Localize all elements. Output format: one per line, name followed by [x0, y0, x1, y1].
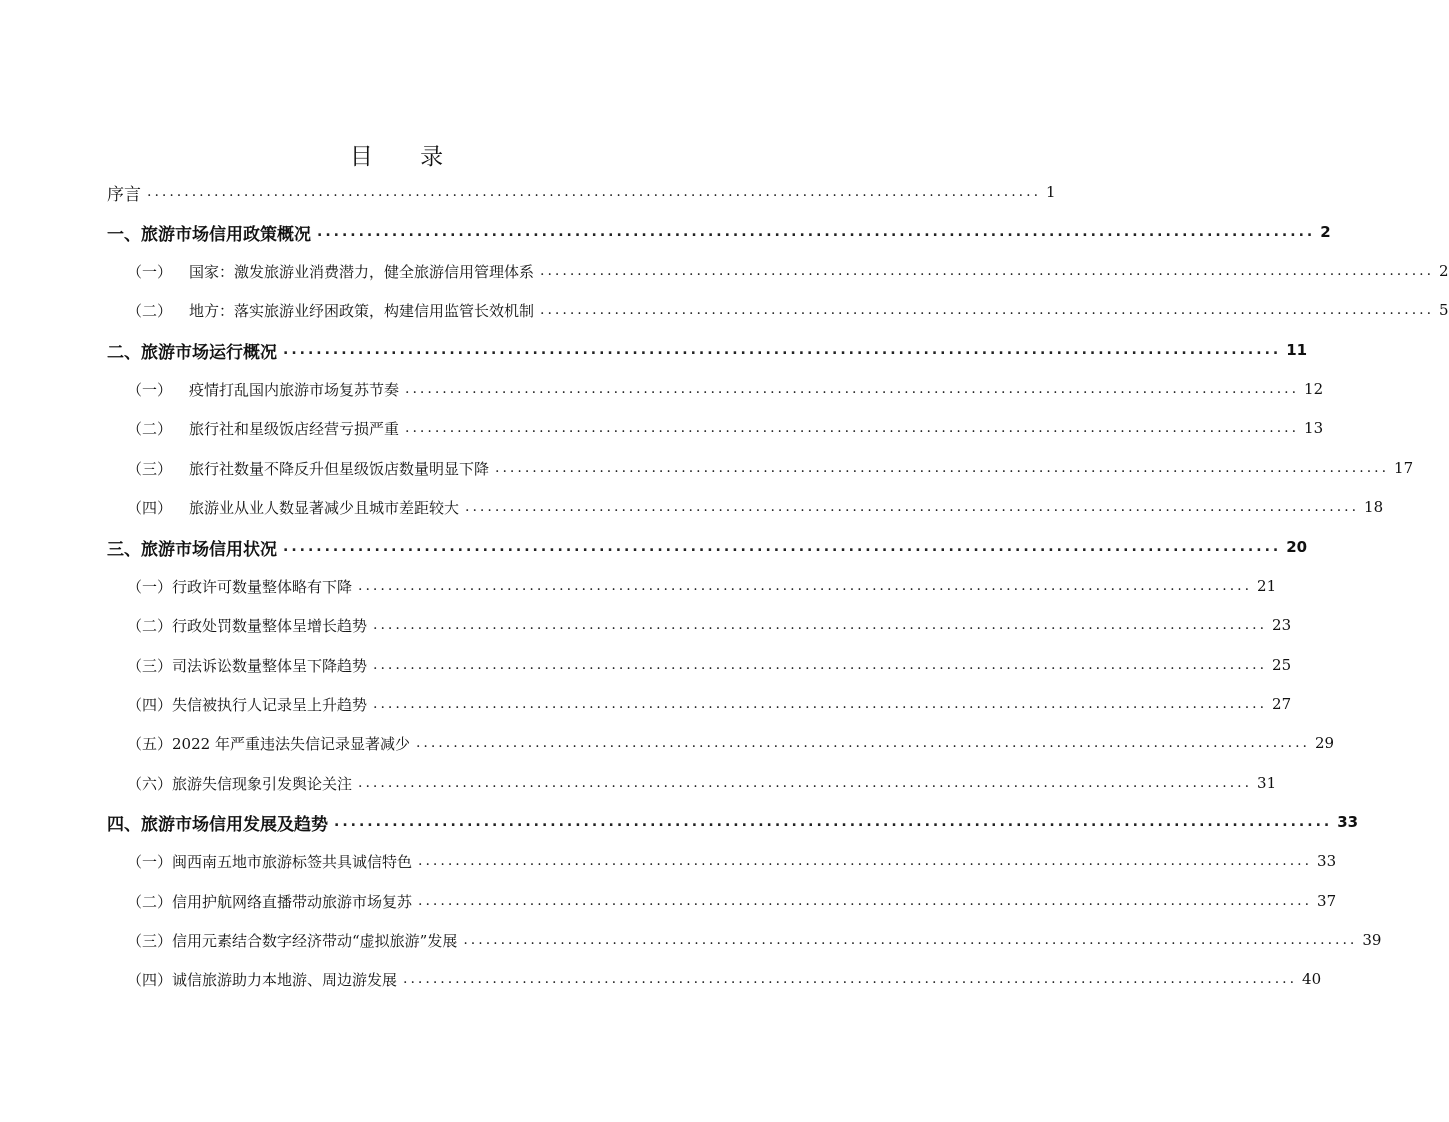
dot-leader: ........................................................................................................................	[415, 735, 1310, 751]
toc-entry-chapter-3[interactable]	[0, 532, 1308, 562]
toc-page-number: 2	[1320, 223, 1331, 241]
toc-entry-text: 疫情打乱国内旅游市场复苏节奏	[189, 380, 400, 399]
toc-entry-text: 四、旅游市场信用发展及趋势	[107, 814, 328, 835]
toc-page-number: 29	[1314, 734, 1335, 752]
toc-page-number: 20	[1286, 538, 1308, 556]
toc-entry-text: （三）信用元素结合数字经济带动“虚拟旅游”发展	[127, 931, 458, 950]
toc-entry-section-3-2[interactable]	[0, 610, 1292, 640]
toc-entry-section-3-4[interactable]	[0, 689, 1292, 719]
toc-page-number: 18	[1364, 498, 1384, 516]
dot-leader: ........................................................................................................................	[418, 853, 1313, 869]
toc-entry-text: （四）失信被执行人记录呈上升趋势	[127, 695, 368, 714]
toc-entry-section-4-1[interactable]	[0, 846, 1337, 876]
toc-entry-number: （二）	[127, 419, 173, 438]
toc-entry-text: 一、旅游市场信用政策概况	[107, 224, 311, 245]
toc-entry-text: 地方：落实旅游业纾困政策，构建信用监管长效机制	[189, 301, 535, 320]
toc-entry-section-2-2[interactable]	[0, 413, 1324, 443]
toc-entry-chapter-2[interactable]	[0, 335, 1308, 365]
toc-entry-text: 三、旅游市场信用状况	[107, 539, 277, 560]
dot-leader: ........................................................................................................................	[540, 302, 1435, 318]
toc-entry-section-4-4[interactable]	[0, 964, 1322, 994]
toc-entry-text: 序言	[107, 184, 141, 205]
toc-entry-section-3-5[interactable]	[0, 728, 1335, 758]
toc-page-number: 37	[1317, 892, 1337, 910]
dot-leader: ........................................................................................................................	[334, 814, 1333, 830]
toc-entry-section-2-4[interactable]	[0, 492, 1384, 522]
toc-page-number: 31	[1257, 774, 1277, 792]
toc-entry-text: （三）司法诉讼数量整体呈下降趋势	[127, 656, 368, 675]
dot-leader: ........................................................................................................................	[283, 539, 1282, 555]
dot-leader: ........................................................................................................................	[418, 893, 1313, 909]
toc-page-number: 11	[1286, 341, 1308, 359]
toc-page-number: 21	[1257, 577, 1277, 595]
toc-entry-section-4-3[interactable]	[0, 925, 1382, 955]
toc-page-number: 40	[1302, 970, 1322, 988]
toc-entry-number: （四）	[127, 498, 173, 517]
toc-entry-section-3-1[interactable]	[0, 571, 1277, 601]
toc-page-number: 1	[1046, 183, 1056, 201]
toc-page-number: 17	[1394, 459, 1414, 477]
toc-page-number: 33	[1337, 813, 1359, 831]
toc-entry-text: （六）旅游失信现象引发舆论关注	[127, 774, 353, 793]
dot-leader: ........................................................................................................................	[540, 263, 1435, 279]
toc-page-number: 23	[1272, 616, 1292, 634]
toc-entry-preface[interactable]	[0, 177, 1056, 207]
dot-leader: ........................................................................................................................	[373, 696, 1268, 712]
toc-entry-text: 旅游业从业人数显著减少且城市差距较大	[189, 498, 460, 517]
toc-entry-text: 二、旅游市场运行概况	[107, 342, 277, 363]
toc-page-number: 27	[1272, 695, 1292, 713]
dot-leader: ........................................................................................................................	[403, 971, 1298, 987]
dot-leader: ........................................................................................................................	[283, 342, 1282, 358]
toc-page-number: 25	[1272, 656, 1292, 674]
toc-title: 目 录	[349, 144, 464, 170]
dot-leader: ........................................................................................................................	[317, 224, 1316, 240]
dot-leader: ........................................................................................................................	[495, 460, 1390, 476]
toc-entry-chapter-1[interactable]	[0, 217, 1331, 247]
dot-leader: ........................................................................................................................	[147, 184, 1042, 200]
toc-entry-section-1-2[interactable]	[0, 295, 1449, 325]
toc-entry-section-3-6[interactable]	[0, 768, 1277, 798]
toc-entry-chapter-4[interactable]	[0, 807, 1359, 837]
toc-entry-text: （一）行政许可数量整体略有下降	[127, 577, 353, 596]
toc-entry-text: 旅行社和星级饭店经营亏损严重	[189, 419, 400, 438]
toc-page-number: 5	[1439, 301, 1449, 319]
toc-entry-section-2-3[interactable]	[0, 453, 1414, 483]
dot-leader: ........................................................................................................................	[358, 775, 1253, 791]
toc-entry-section-1-1[interactable]	[0, 256, 1449, 286]
dot-leader: ........................................................................................................................	[405, 381, 1300, 397]
toc-page-number: 33	[1317, 852, 1337, 870]
toc-entry-text: （一）闽西南五地市旅游标签共具诚信特色	[127, 852, 413, 871]
toc-entry-text: 旅行社数量不降反升但星级饭店数量明显下降	[189, 459, 490, 478]
toc-entry-text: （二）信用护航网络直播带动旅游市场复苏	[127, 892, 413, 911]
toc-entry-number: （一）	[127, 380, 173, 399]
toc-entry-number: （二）	[127, 301, 173, 320]
toc-page-number: 12	[1304, 380, 1324, 398]
toc-entry-text: （五）2022 年严重违法失信记录显著减少	[127, 734, 410, 753]
dot-leader: ........................................................................................................................	[358, 578, 1253, 594]
toc-entry-text: 国家：激发旅游业消费潜力，健全旅游信用管理体系	[189, 262, 535, 281]
toc-entry-number: （三）	[127, 459, 173, 478]
toc-page-number: 2	[1439, 262, 1449, 280]
toc-page-number: 39	[1362, 931, 1382, 949]
toc-page-number: 13	[1304, 419, 1324, 437]
toc-entry-section-4-2[interactable]	[0, 886, 1337, 916]
dot-leader: ........................................................................................................................	[465, 499, 1360, 515]
dot-leader: ........................................................................................................................	[463, 932, 1358, 948]
toc-entry-section-2-1[interactable]	[0, 374, 1324, 404]
toc-entry-text: （二）行政处罚数量整体呈增长趋势	[127, 616, 368, 635]
dot-leader: ........................................................................................................................	[373, 657, 1268, 673]
toc-entry-text: （四）诚信旅游助力本地游、周边游发展	[127, 970, 398, 989]
dot-leader: ........................................................................................................................	[405, 420, 1300, 436]
toc-entry-section-3-3[interactable]	[0, 650, 1292, 680]
toc-entry-number: （一）	[127, 262, 173, 281]
dot-leader: ........................................................................................................................	[373, 617, 1268, 633]
